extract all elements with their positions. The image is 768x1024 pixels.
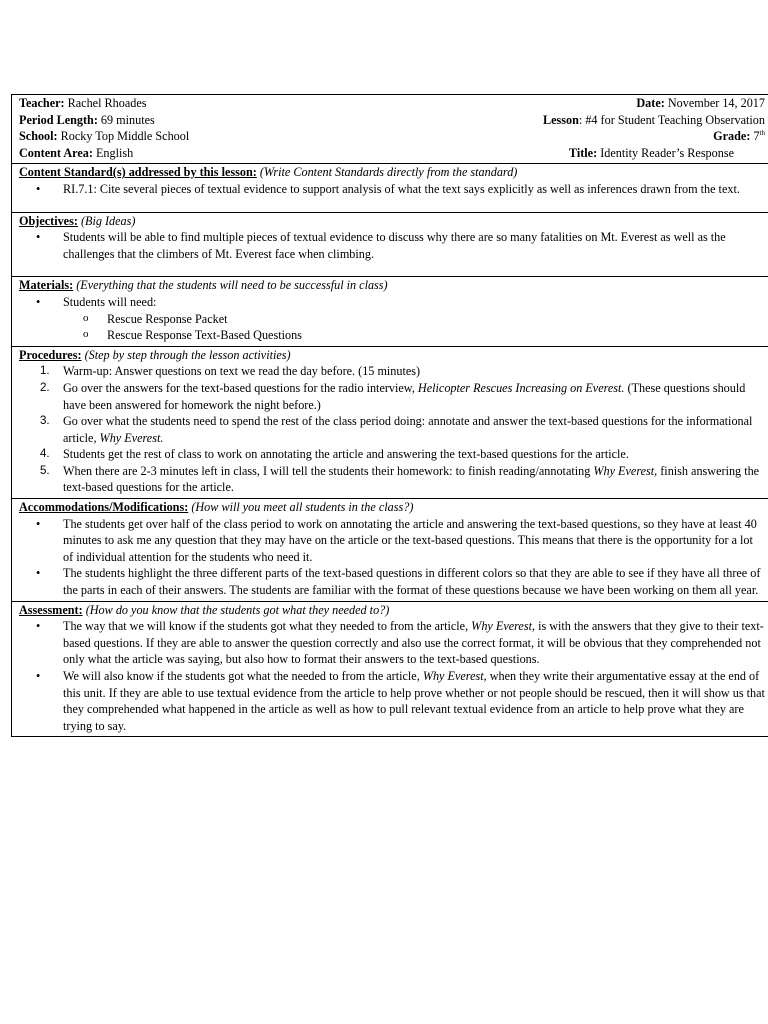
objectives-list (19, 229, 765, 262)
title-field: Title: Identity Reader’s Response (568, 145, 734, 160)
list-item: • We will also know if the students got what the needed to from the article, Why Everest, when they write their argumentative essay at the end of this unit. If they are able to use textual evidence from the article to help prove whether or not people should be rescued, then it will show us that they comprehended what happened in the article as well as how to pull relevant textual evidence from an article to help prove what they are trying to say. (19, 668, 765, 734)
date-field: Date: November 14, 2017 (636, 96, 765, 110)
list-item: o Rescue Response Packet (19, 311, 765, 328)
standards-heading: Content Standard(s) addressed by this lesson: (Write Content Standards directly from the standard) (19, 165, 518, 180)
materials-sublist (19, 311, 765, 344)
materials-list (19, 294, 765, 311)
standards-list (19, 181, 765, 198)
accommodations-heading: Accommodations/Modifications: (How will you meet all students in the class?) (19, 500, 414, 515)
header-row-4 (19, 145, 765, 162)
list-item: • The students get over half of the class period to work on annotating the article and answering the text-based questions, so they have at least 40 minutes to ask me any question that they may have on the article or the text-based questions. This means that there is the opportunity for a lot of individual attention for the students who need it. (19, 516, 765, 566)
list-item: • Students will be able to find multiple pieces of textual evidence to discuss why there are so many fatalities on Mt. Everest as well as the challenges that the climbers of Mt. Everest face when climbing. (19, 229, 765, 262)
accommodations-section (12, 498, 768, 601)
header-row-3 (19, 128, 765, 145)
period-field: Period Length: 69 minutes (19, 112, 155, 127)
accommodations-list (19, 516, 765, 599)
list-item: 5. When there are 2-3 minutes left in class, I will tell the students their homework: to finish reading/annotating Why Everest, finish answering the text-based questions for the article. (40, 463, 760, 495)
school-field: School: Rocky Top Middle School (19, 129, 190, 144)
lesson-field: Lesson: #4 for Student Teaching Observation (542, 112, 765, 127)
content-area-field: Content Area: English (19, 145, 134, 160)
assessment-section (12, 601, 768, 737)
header-row-2 (19, 112, 765, 129)
assessment-heading: Assessment: (How do you know that the students got what they needed to?) (19, 602, 390, 617)
list-item: 2. Go over the answers for the text-based questions for the radio interview, Helicopter Rescues Increasing on Everest. (These questions should have been answered for homework the night before.) (40, 380, 746, 412)
list-item: • The students highlight the three different parts of the text-based questions in different colors so that they are able to see if they have all three of the parts in each of their answers. The students are familiar with the format of these questions because we have been working on them all year. (19, 565, 765, 598)
standards-section (12, 163, 768, 211)
header-row-1 (19, 95, 765, 112)
procedures-list (19, 363, 765, 496)
list-item: 1. Warm-up: Answer questions on text we read the day before. (15 minutes) (40, 364, 421, 379)
assessment-list (19, 618, 765, 734)
list-item: 3. Go over what the students need to spend the rest of the class period doing: annotate and answer the text-based questions for the informational article, Why Everest. (40, 414, 753, 445)
materials-heading: Materials: (Everything that the students will need to be successful in class) (19, 278, 388, 293)
list-item: 4. Students get the rest of class to work on annotating the article and answering the text-based questions for the article. (40, 447, 629, 462)
procedures-section (12, 346, 768, 498)
teacher-field: Teacher: Rachel Rhoades (19, 96, 147, 110)
objectives-heading: Objectives: (Big Ideas) (19, 213, 136, 228)
list-item: • The way that we will know if the students got what they needed to from the article, Why Everest, is with the answers that they give to their text-based questions. If they are able to answer the question correctly and also use the correct format, it will be obvious that they comprehended not only what the article was saying, but also how to format their answers to the text-based questions. (19, 618, 765, 668)
list-item: • Students will need: (19, 294, 765, 311)
header-section (12, 95, 768, 163)
procedures-heading: Procedures: (Step by step through the lesson activities) (19, 347, 291, 362)
list-item: o Rescue Response Text-Based Questions (19, 327, 765, 344)
lesson-plan-document (11, 94, 768, 737)
materials-section (12, 276, 768, 345)
objectives-section (12, 212, 768, 277)
grade-field: Grade: 7th (713, 129, 765, 144)
list-item: • RI.7.1: Cite several pieces of textual evidence to support analysis of what the text says explicitly as well as inferences drawn from the text. (19, 181, 765, 198)
